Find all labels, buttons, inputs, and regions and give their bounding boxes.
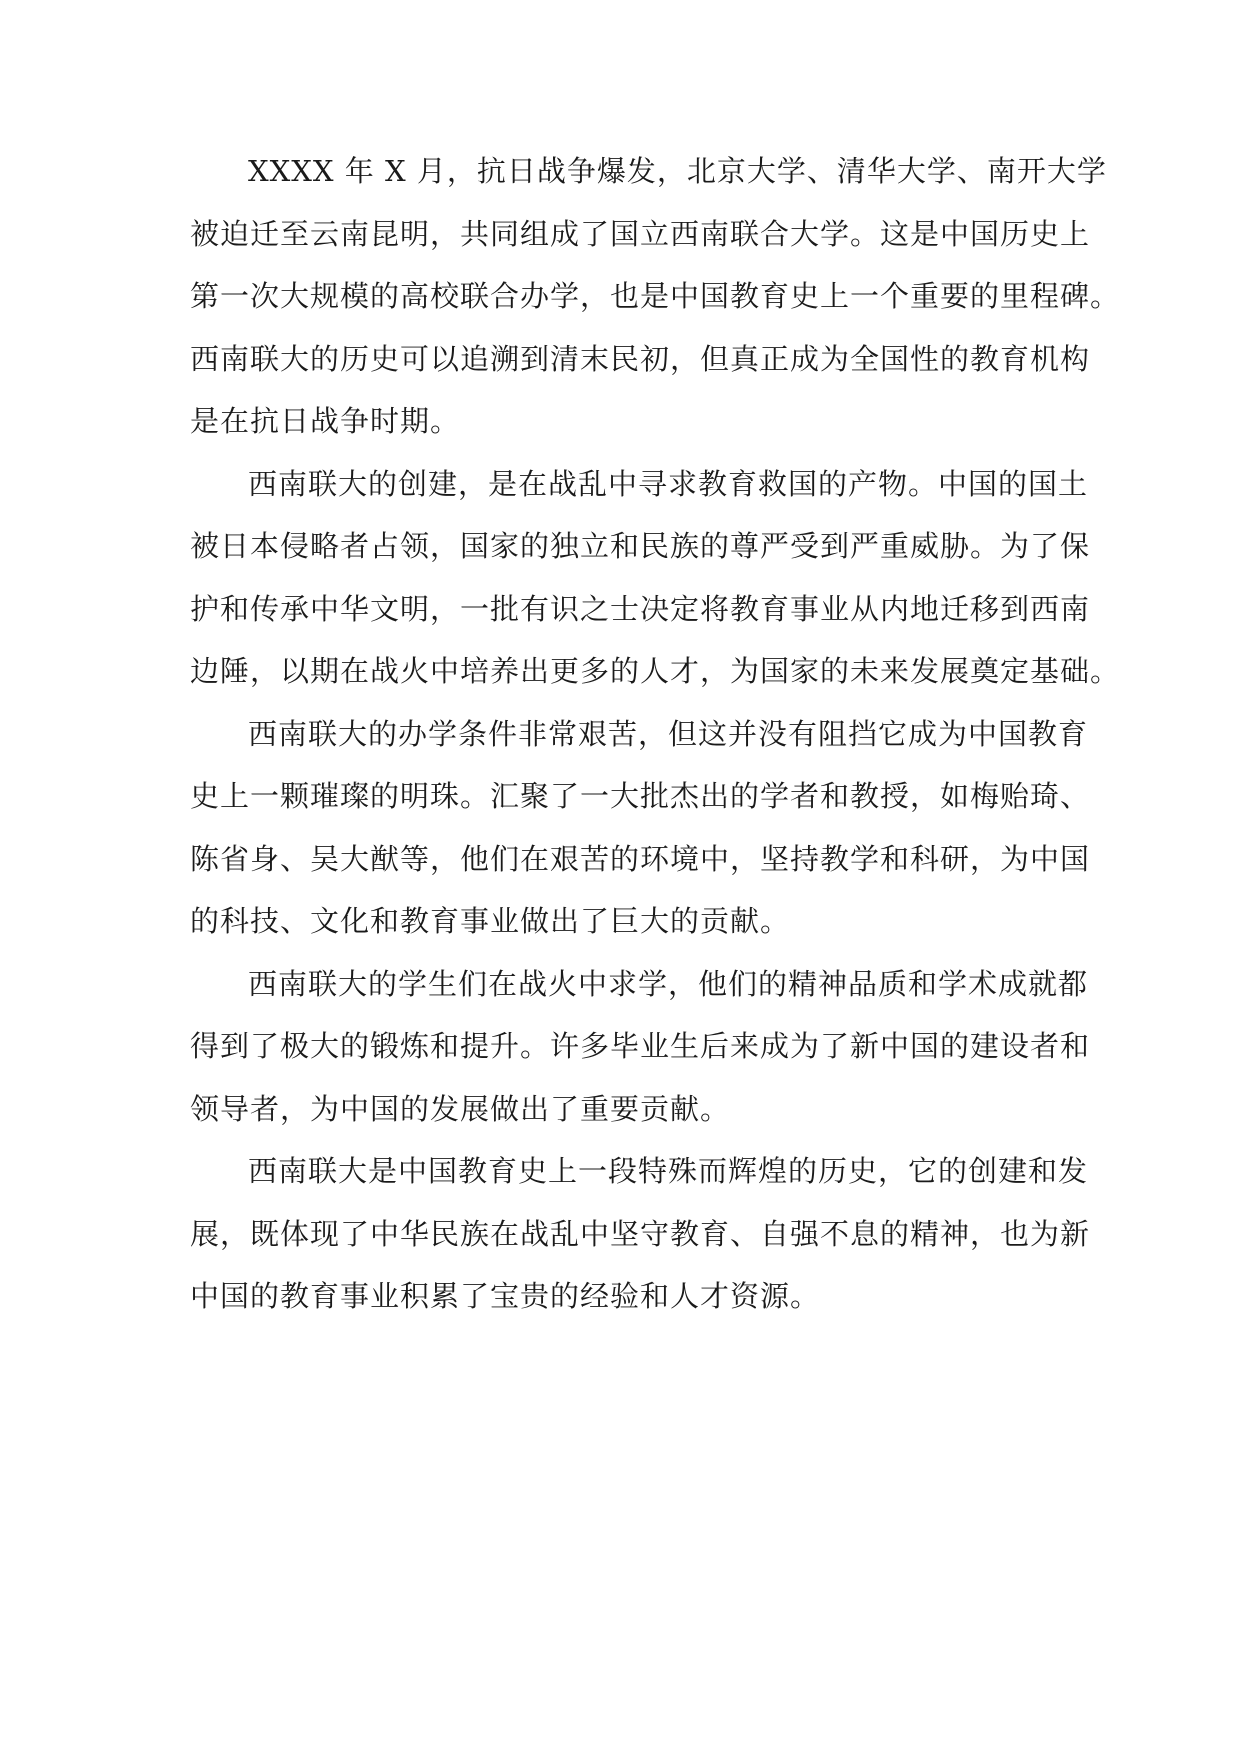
paragraph-line: 的科技、文化和教育事业做出了巨大的贡献。 xyxy=(190,904,791,938)
paragraph-line: XXXX 年 X 月，抗日战争爆发，北京大学、清华大学、南开大学 xyxy=(248,154,1107,188)
paragraph-line: 是在抗日战争时期。 xyxy=(190,404,461,438)
paragraph-line: 西南联大是中国教育史上一段特殊而辉煌的历史，它的创建和发 xyxy=(248,1154,1089,1188)
paragraph-line: 陈省身、吴大猷等，他们在艰苦的环境中，坚持教学和科研，为中国 xyxy=(190,841,1091,876)
paragraph-line: 史上一颗璀璨的明珠。汇聚了一大批杰出的学者和教授，如梅贻琦、 xyxy=(190,779,1091,813)
paragraph-5 xyxy=(190,1140,1090,1328)
paragraph-line: 西南联大的学生们在战火中求学，他们的精神品质和学术成就都 xyxy=(248,966,1089,1001)
paragraph-4 xyxy=(190,953,1090,1141)
document-body xyxy=(190,140,1121,1328)
paragraph-line: 展，既体现了中华民族在战乱中坚守教育、自强不息的精神，也为新 xyxy=(190,1216,1091,1251)
paragraph-line: 西南联大的历史可以追溯到清末民初，但真正成为全国性的教育机构 xyxy=(190,341,1091,376)
paragraph-line: 被迫迁至云南昆明，共同组成了国立西南联合大学。这是中国历史上 xyxy=(190,216,1091,251)
paragraph-line: 领导者，为中国的发展做出了重要贡献。 xyxy=(190,1091,731,1126)
paragraph-line: 西南联大的创建，是在战乱中寻求教育救国的产物。中国的国土 xyxy=(248,466,1089,501)
paragraph-line: 被日本侵略者占领，国家的独立和民族的尊严受到严重威胁。为了保 xyxy=(190,529,1091,563)
paragraph-line: 得到了极大的锻炼和提升。许多毕业生后来成为了新中国的建设者和 xyxy=(190,1029,1091,1063)
paragraph-3 xyxy=(190,703,1090,953)
paragraph-2 xyxy=(190,453,1121,703)
paragraph-line: 护和传承中华文明，一批有识之士决定将教育事业从内地迁移到西南 xyxy=(190,591,1091,626)
paragraph-line: 边陲，以期在战火中培养出更多的人才，为国家的未来发展奠定基础。 xyxy=(190,654,1121,688)
paragraph-line: 第一次大规模的高校联合办学，也是中国教育史上一个重要的里程碑。 xyxy=(190,279,1121,313)
paragraph-line: 中国的教育事业积累了宝贵的经验和人才资源。 xyxy=(190,1279,821,1313)
paragraph-line: 西南联大的办学条件非常艰苦，但这并没有阻挡它成为中国教育 xyxy=(248,716,1089,751)
paragraph-1 xyxy=(190,140,1121,453)
